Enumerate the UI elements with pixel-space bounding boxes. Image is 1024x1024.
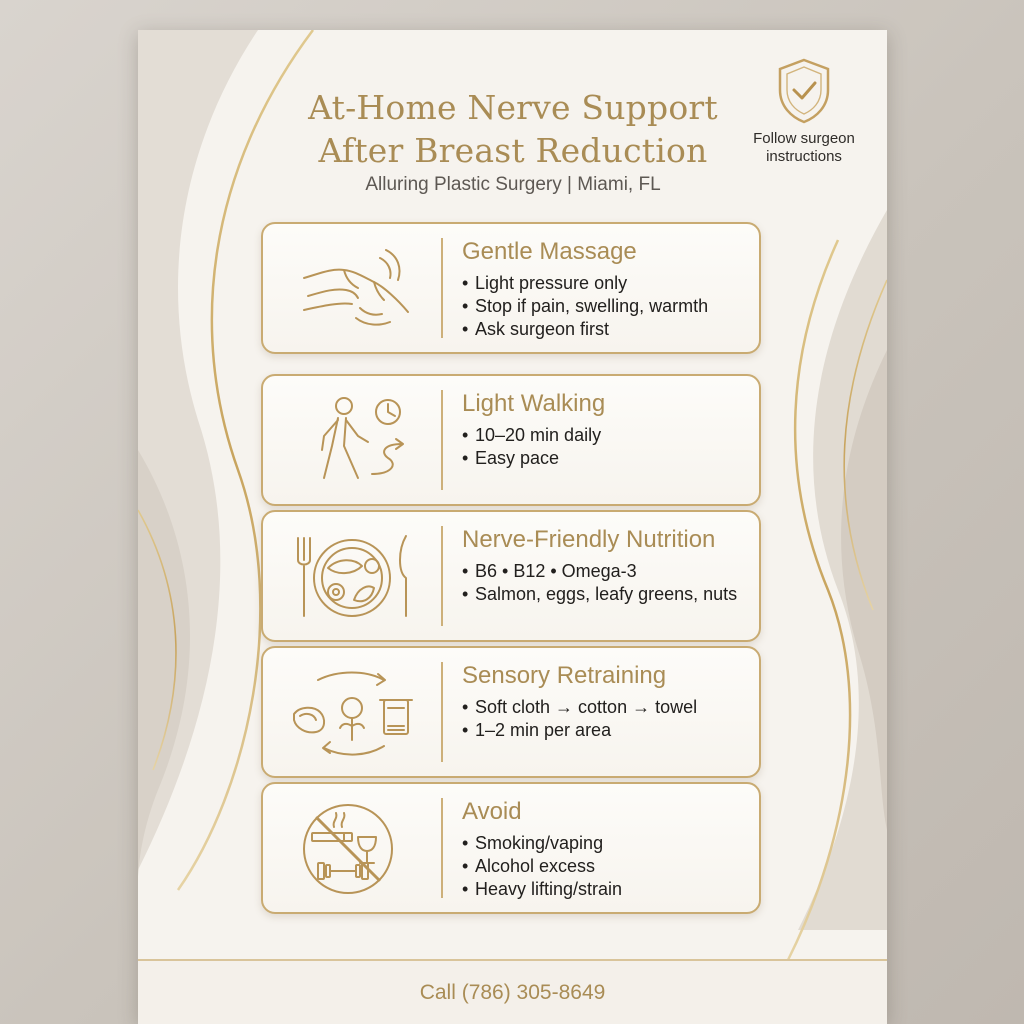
card-divider	[441, 238, 443, 338]
bullet-list	[462, 696, 751, 742]
card-heading: Light Walking	[462, 390, 606, 417]
list-item: • Salmon, eggs, leafy greens, nuts	[462, 583, 751, 606]
list-item: • B6 • B12 • Omega-3	[462, 560, 751, 583]
card-divider	[441, 390, 443, 490]
sensory-textures-icon	[288, 662, 418, 762]
surgeon-badge	[734, 56, 874, 166]
bullet-list	[462, 424, 751, 470]
card-heading: Nerve-Friendly Nutrition	[462, 526, 716, 553]
shield-check-icon	[774, 56, 834, 126]
bullet-list	[462, 272, 751, 341]
list-item: • 1–2 min per area	[462, 719, 751, 742]
card-light-walking	[261, 374, 761, 506]
list-item: • Soft cloth → cotton → towel	[462, 696, 751, 719]
card-avoid	[261, 782, 761, 914]
list-item: • Stop if pain, swelling, warmth	[462, 295, 751, 318]
list-item: • Light pressure only	[462, 272, 751, 295]
card-divider	[441, 798, 443, 898]
poster	[138, 30, 887, 1024]
card-nerve-nutrition	[261, 510, 761, 642]
card-heading: Avoid	[462, 798, 522, 825]
card-divider	[441, 526, 443, 626]
card-gentle-massage	[261, 222, 761, 354]
list-item: • Heavy lifting/strain	[462, 878, 751, 901]
walking-person-icon	[288, 390, 418, 490]
bullet-list	[462, 832, 751, 901]
list-item: • Alcohol excess	[462, 855, 751, 878]
nutrition-plate-icon	[288, 526, 418, 626]
card-divider	[441, 662, 443, 762]
page-subtitle: Alluring Plastic Surgery | Miami, FL	[365, 174, 661, 195]
card-sensory-retraining	[261, 646, 761, 778]
list-item: • Smoking/vaping	[462, 832, 751, 855]
card-heading: Gentle Massage	[462, 238, 637, 265]
list-item: • 10–20 min daily	[462, 424, 751, 447]
title-line-1: At-Home Nerve Support	[308, 88, 718, 127]
footer	[138, 959, 887, 1024]
card-heading: Sensory Retraining	[462, 662, 667, 689]
title-line-2: After Breast Reduction	[318, 131, 708, 170]
phone-number: Call (786) 305-8649	[419, 981, 606, 1004]
no-smoking-alcohol-lifting-icon	[288, 793, 418, 903]
badge-text: Follow surgeon instructions	[753, 130, 855, 165]
bullet-list	[462, 560, 751, 606]
page-title	[258, 86, 768, 172]
list-item: • Ask surgeon first	[462, 318, 751, 341]
massage-hand-icon	[288, 238, 418, 338]
list-item: • Easy pace	[462, 447, 751, 470]
